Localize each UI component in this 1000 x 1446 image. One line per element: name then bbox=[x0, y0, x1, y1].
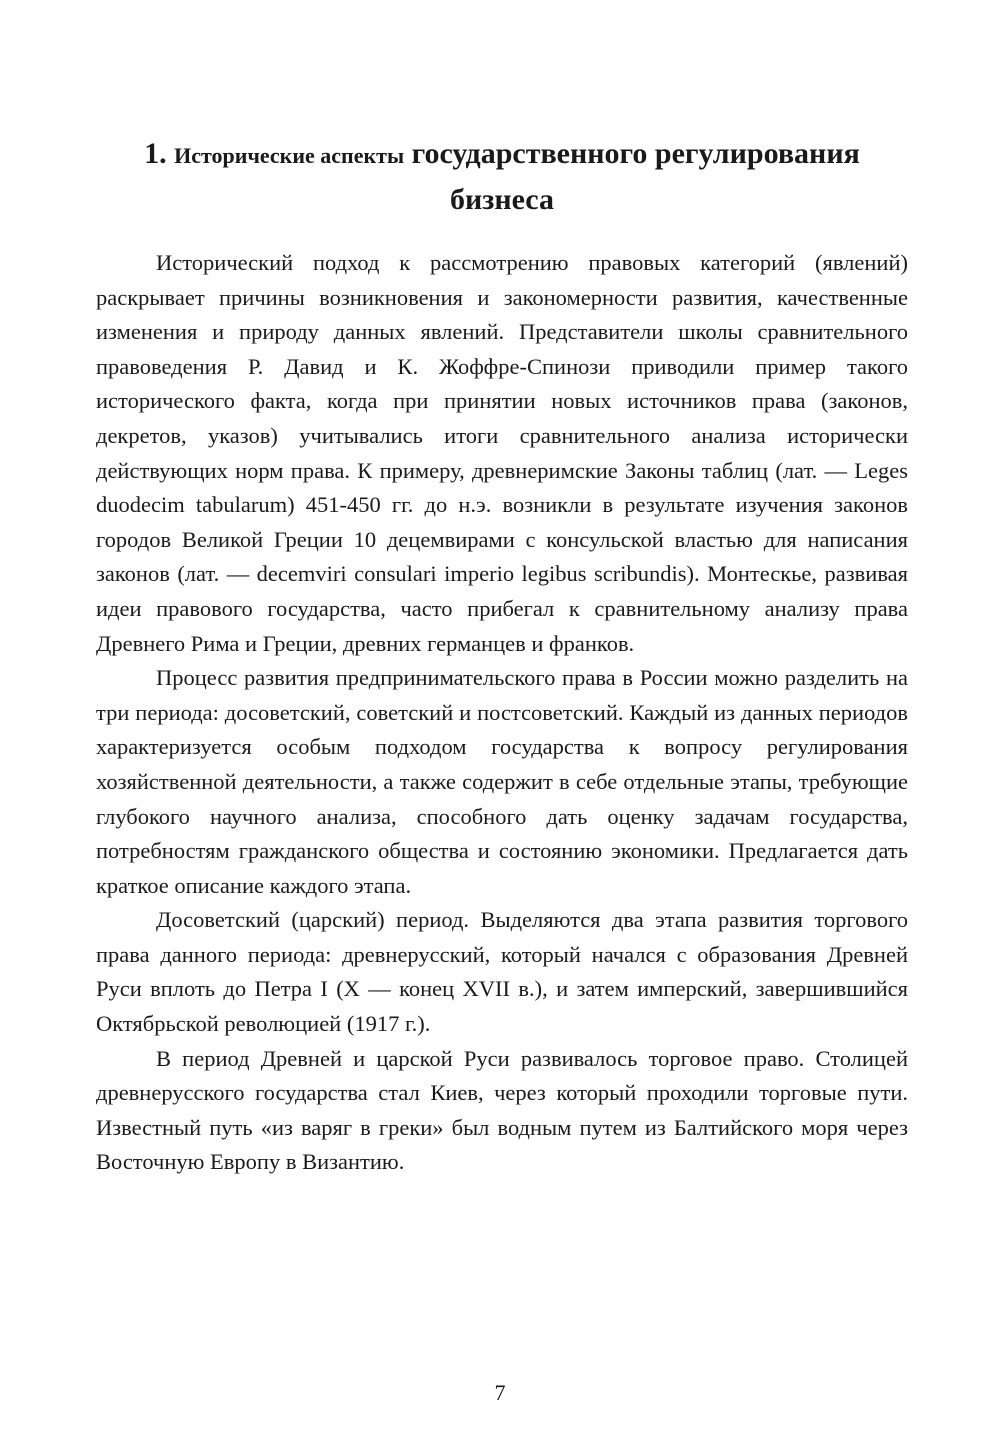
paragraph: Процесс развития предпринимательского права в России можно разделить на три периода: досоветский, советский и постсоветский. Каждый из данных периодов характеризуется особым подходом государства к вопросу регулирования хозяйственной деятельности, а также содержит в себе отдельные этапы, требующие глубокого научного анализа, способного дать оценку задачам государства, потребностям гражданского общества и состоянию экономики. Предлагается дать краткое описание каждого этапа. bbox=[96, 665, 908, 898]
paragraph: Исторический подход к рассмотрению правовых категорий (явлений) раскрывает причины возникновения и закономерности развития, качественные изменения и природу данных явлений. Представители школы сравнительного правоведения Р. Давид и К. Жоффре-Спинози приводили пример такого исторического факта, когда при принятии новых источников права (законов, декретов, указов) учитывались итоги сравнительного анализа исторически действующих норм права. К примеру, древнеримские Законы таблиц (лат. — Leges duodecim tabularum) 451-450 гг. до н.э. возникли в результате изучения законов городов Великой Греции 10 децемвирами с консульской властью для написания законов (лат. — decemviri consulari imperio legibus scribundis). Монтескье, развивая идеи правового государства, часто прибегал к сравнительному анализу права Древнего Рима и Греции, древних германцев и франков. bbox=[96, 250, 908, 656]
section-heading bbox=[96, 132, 908, 222]
page-number: 7 bbox=[494, 1380, 506, 1405]
body-text bbox=[96, 246, 908, 1180]
paragraph: В период Древней и царской Руси развивалось торговое право. Столицей древнерусского государства стал Киев, через который проходили торговые пути. Известный путь «из варяг в греки» был водным путем из Балтийского моря через Восточную Европу в Византию. bbox=[96, 1045, 908, 1175]
section-title-line2: бизнеса bbox=[450, 183, 554, 216]
section-title-small: Исторические аспекты bbox=[174, 143, 405, 168]
section-number: 1. bbox=[144, 137, 167, 170]
section-title-line1: государственного регулирования bbox=[411, 137, 860, 170]
paragraph: Досоветский (царский) период. Выделяются два этапа развития торгового права данного периода: древнерусский, который начался с образования Древней Руси вплоть до Петра I (X — конец XVII в.), и затем имперский, завершившийся Октябрьской революцией (1917 г.). bbox=[96, 907, 908, 1037]
